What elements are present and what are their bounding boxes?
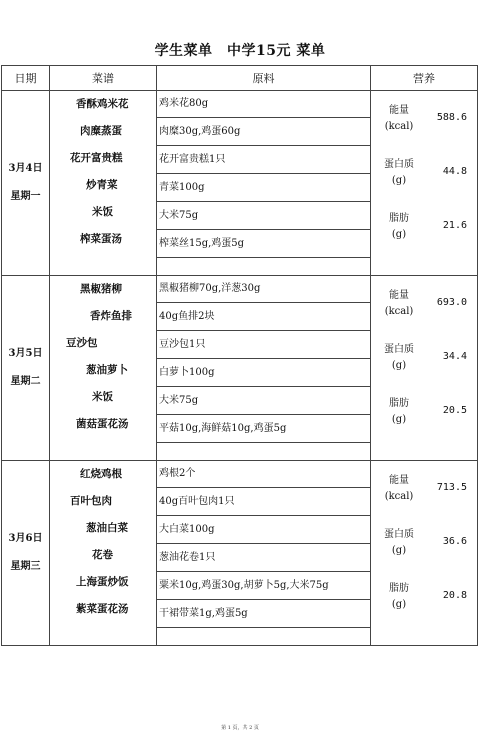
protein-unit: (g) xyxy=(391,545,407,556)
energy-unit: (kcal) xyxy=(384,306,414,317)
protein-block xyxy=(371,342,477,378)
fat-label: 脂肪 xyxy=(389,213,409,224)
ingredient-line: 鸡根2个 xyxy=(157,464,370,488)
dish-name: 米饭 xyxy=(92,391,113,403)
protein-label: 蛋白质 xyxy=(384,159,414,170)
dish-name: 菌菇蛋花汤 xyxy=(76,418,129,430)
page-footer: 第 1 页，共 2 页 xyxy=(221,725,259,731)
fat-label: 脂肪 xyxy=(389,583,409,594)
dishes-cell xyxy=(50,461,157,646)
protein-label: 蛋白质 xyxy=(384,344,414,355)
dish-name: 花开富贵糕 xyxy=(70,152,123,164)
dish-name: 红烧鸡根 xyxy=(80,468,122,480)
ingredient-line: 青菜100g xyxy=(157,178,370,202)
fat-label: 脂肪 xyxy=(389,398,409,409)
energy-value: 693.0 xyxy=(436,297,467,308)
protein-block xyxy=(371,157,477,193)
ingredient-line: 榨菜丝15g,鸡蛋5g xyxy=(157,234,370,258)
ingredient-line: 干裙带菜1g,鸡蛋5g xyxy=(157,604,370,628)
nutrition-cell xyxy=(371,91,478,276)
energy-label: 能量 xyxy=(389,290,409,301)
ingredient-line: 豆沙包1只 xyxy=(157,335,370,359)
day-row xyxy=(2,276,478,461)
ingredient-line: 大米75g xyxy=(157,206,370,230)
energy-block xyxy=(371,288,477,324)
page-title: 学生菜单 中学15元 菜单 xyxy=(154,43,326,59)
protein-unit: (g) xyxy=(391,175,407,186)
header-ingredients: 原料 xyxy=(157,66,371,91)
date-label: 3月6日 xyxy=(8,533,43,544)
menu-table xyxy=(1,65,478,646)
dish-name: 香炸鱼排 xyxy=(90,310,132,322)
ingredient-line: 白萝卜100g xyxy=(157,363,370,387)
nutrition-cell xyxy=(371,276,478,461)
ingredient-line: 粟米10g,鸡蛋30g,胡萝卜5g,大米75g xyxy=(157,576,370,600)
dish-name: 上海蛋炒饭 xyxy=(76,576,129,588)
energy-label: 能量 xyxy=(389,475,409,486)
ingredient-line: 黑椒猪柳70g,洋葱30g xyxy=(157,279,370,303)
dish-name: 榨菜蛋汤 xyxy=(80,233,122,245)
energy-unit: (kcal) xyxy=(384,121,414,132)
fat-value: 21.6 xyxy=(442,220,467,231)
header-row xyxy=(2,66,478,91)
date-label: 3月5日 xyxy=(8,348,43,359)
weekday-label: 星期三 xyxy=(10,561,41,572)
energy-unit: (kcal) xyxy=(384,491,414,502)
dish-name: 葱油白菜 xyxy=(86,522,128,534)
day-row xyxy=(2,461,478,646)
date-cell xyxy=(2,461,50,646)
header-nutrition: 营养 xyxy=(371,66,478,91)
energy-block xyxy=(371,103,477,139)
dish-name: 豆沙包 xyxy=(66,337,98,349)
fat-unit: (g) xyxy=(391,229,407,240)
ingredient-line: 40g鱼排2块 xyxy=(157,307,370,331)
ingredients-cell xyxy=(157,91,371,276)
ingredient-line: 40g百叶包肉1只 xyxy=(157,492,370,516)
nutrition-cell xyxy=(371,461,478,646)
protein-label: 蛋白质 xyxy=(384,529,414,540)
protein-block xyxy=(371,527,477,563)
date-cell xyxy=(2,91,50,276)
ingredient-line: 葱油花卷1只 xyxy=(157,548,370,572)
dish-name: 米饭 xyxy=(92,206,113,218)
ingredient-line: 大米75g xyxy=(157,391,370,415)
fat-block xyxy=(371,211,477,247)
dish-name: 炒青菜 xyxy=(86,179,118,191)
dishes-cell xyxy=(50,91,157,276)
ingredient-line: 大白菜100g xyxy=(157,520,370,544)
date-cell xyxy=(2,276,50,461)
fat-value: 20.5 xyxy=(442,405,467,416)
protein-value: 34.4 xyxy=(442,351,467,362)
energy-value: 588.6 xyxy=(436,112,467,123)
fat-value: 20.8 xyxy=(442,590,467,601)
energy-label: 能量 xyxy=(389,105,409,116)
energy-block xyxy=(371,473,477,509)
dish-name: 香酥鸡米花 xyxy=(76,98,129,110)
day-row xyxy=(2,91,478,276)
dish-name: 葱油萝卜 xyxy=(86,364,128,376)
date-label: 3月4日 xyxy=(8,163,43,174)
ingredient-line: 平菇10g,海鲜菇10g,鸡蛋5g xyxy=(157,419,370,443)
dish-name: 黑椒猪柳 xyxy=(80,283,122,295)
protein-value: 44.8 xyxy=(442,166,467,177)
ingredients-cell xyxy=(157,276,371,461)
fat-unit: (g) xyxy=(391,599,407,610)
dish-name: 百叶包肉 xyxy=(70,495,112,507)
ingredients-cell xyxy=(157,461,371,646)
dish-name: 紫菜蛋花汤 xyxy=(76,603,129,615)
weekday-label: 星期一 xyxy=(10,191,41,202)
ingredient-line: 鸡米花80g xyxy=(157,94,370,118)
protein-unit: (g) xyxy=(391,360,407,371)
energy-value: 713.5 xyxy=(436,482,467,493)
header-date: 日期 xyxy=(2,66,50,91)
fat-block xyxy=(371,581,477,617)
dish-name: 花卷 xyxy=(92,549,113,561)
weekday-label: 星期二 xyxy=(10,376,41,387)
dishes-cell xyxy=(50,276,157,461)
dish-name: 肉糜蒸蛋 xyxy=(80,125,122,137)
header-dishes: 菜谱 xyxy=(50,66,157,91)
protein-value: 36.6 xyxy=(442,536,467,547)
ingredient-line: 肉糜30g,鸡蛋60g xyxy=(157,122,370,146)
ingredient-line: 花开富贵糕1只 xyxy=(157,150,370,174)
fat-unit: (g) xyxy=(391,414,407,425)
fat-block xyxy=(371,396,477,432)
